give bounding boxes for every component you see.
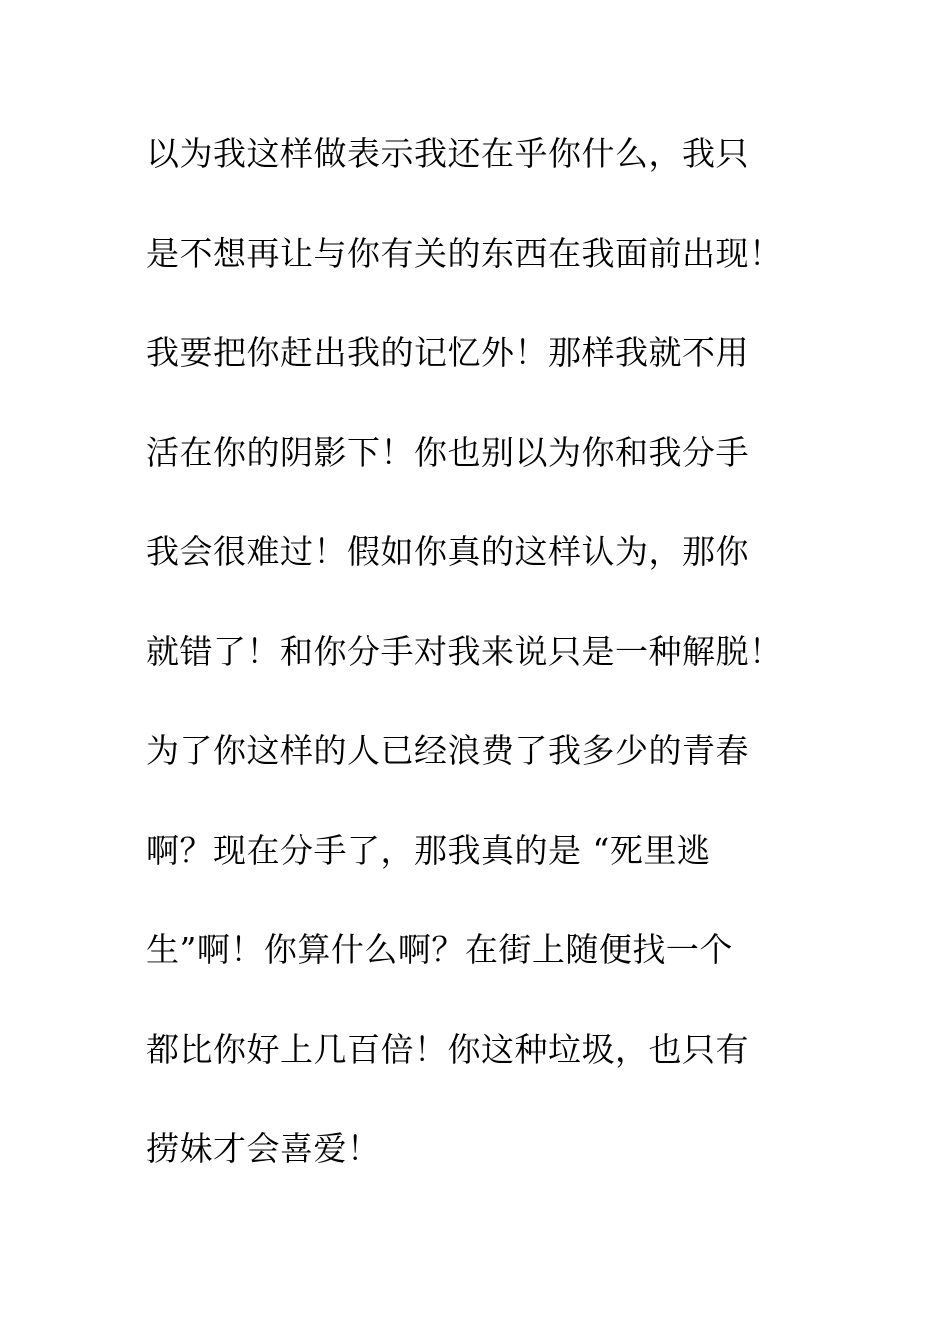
text-line: 我要把你赶出我的记忆外！那样我就不用: [146, 333, 749, 372]
text-line: 生”啊！你算什么啊？在街上随便找一个: [146, 930, 733, 969]
text-line: 我会很难过！假如你真的这样认为，那你: [146, 532, 749, 571]
text-line: 以为我这样做表示我还在乎你什么，我只: [146, 134, 749, 173]
text-line: 啊？现在分手了，那我真的是 “死里逃: [146, 830, 711, 870]
text-line: 活在你的阴影下！你也别以为你和我分手: [146, 432, 749, 472]
text-line: 是不想再让与你有关的东西在我面前出现！: [146, 233, 783, 273]
text-line: 都比你好上几百倍！你这种垃圾，也只有: [146, 1029, 749, 1069]
text-line: 就错了！和你分手对我来说只是一种解脱！: [146, 631, 783, 671]
text-line: 捞妹才会喜爱！: [146, 1129, 381, 1168]
body-text: [146, 126, 826, 1221]
text-line: 为了你这样的人已经浪费了我多少的青春: [146, 731, 749, 770]
